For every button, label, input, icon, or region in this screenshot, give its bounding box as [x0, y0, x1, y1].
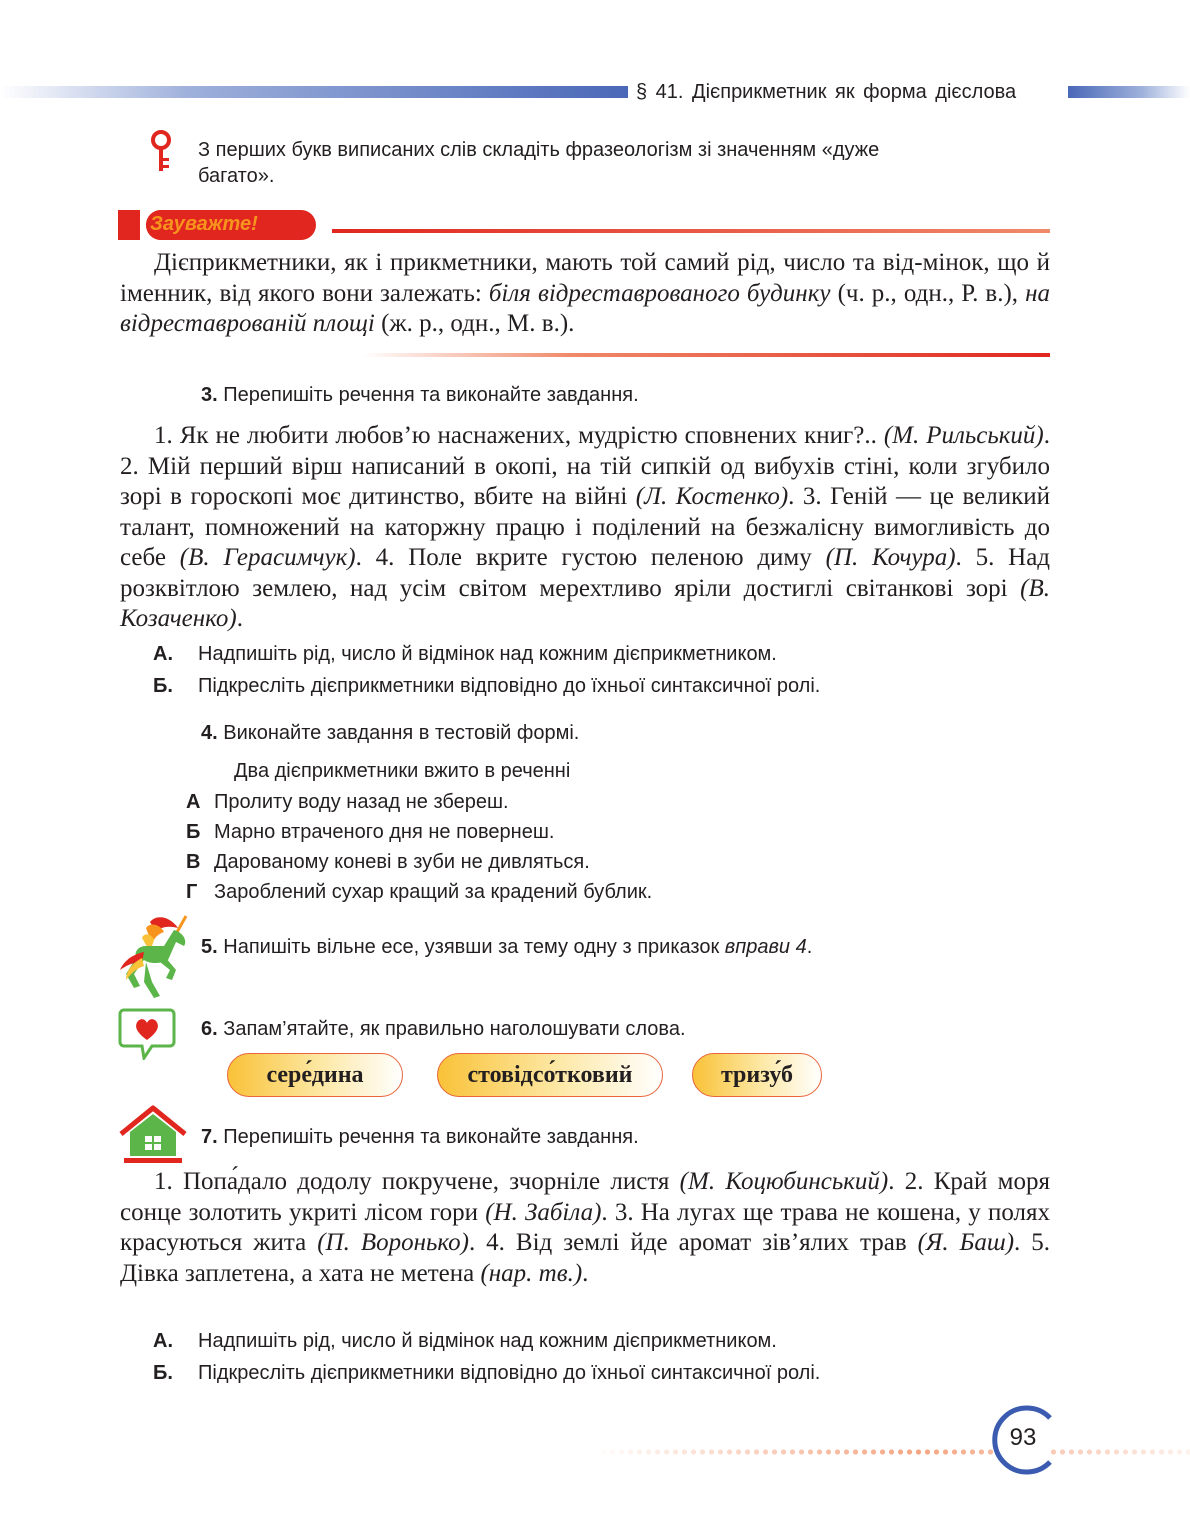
- ex7-sentence-4: . 4. Від землі йде аромат зів’ялих трав: [468, 1229, 918, 1256]
- ex7-sentence-3: . 3. На лугах ще трава не кошена, у полях красуються жита: [120, 1198, 1050, 1256]
- ex4-option-g-letter: Г: [186, 881, 198, 903]
- footer-dots: [590, 1440, 1190, 1464]
- key-note: [198, 137, 1058, 189]
- ex4-instruction-line: [201, 720, 579, 746]
- ex3-sentence-1: 1. Як не любити любов’ю наснажених, мудрістю сповнених книг?..: [154, 422, 884, 449]
- ex7-sentence-5: . 5. Дівка заплетена, а хата не метена: [120, 1229, 1051, 1287]
- ex4-option-b: [186, 817, 886, 847]
- ex3-text: [120, 421, 1050, 635]
- ex7-task-a-text: Надпишіть рід, число й відмінок над кожним дієприкметником.: [198, 1330, 777, 1352]
- stress-word-1: сере́дина: [227, 1053, 403, 1097]
- ex3-sentence-2: . 2. Мій перший вірш написаний в окопі, на тій сипкій од вибухів стіні, коли згубило зорі в гороскопі моє дитинство, вбите на війні: [120, 422, 1050, 510]
- ex7-task-b-text: Підкресліть дієприкметники відповідно до їхньої синтаксичної ролі.: [198, 1362, 821, 1384]
- ex7-instruction: Перепишіть речення та виконайте завдання.: [223, 1126, 639, 1148]
- ex3-author-1: (М. Рильський): [883, 422, 1044, 449]
- ex4-option-v-letter: В: [186, 851, 201, 873]
- ex3-task-a-text: Надпишіть рід, число й відмінок над кожним дієприкметником.: [198, 643, 777, 665]
- ex7-text: [120, 1167, 1050, 1289]
- ex3-sentence-4: . 4. Поле вкрите густою пеленою диму: [355, 544, 826, 571]
- unicorn-icon: [116, 912, 198, 1000]
- ex5-instruction: Напишіть вільне есе, узявши за тему одну з приказок: [223, 936, 725, 958]
- ex4-options: [186, 787, 886, 907]
- notice-label: Зауважте!: [150, 213, 258, 235]
- notice-bottom-rule: [362, 353, 1050, 357]
- ex7-sentence-2: . 2. Край моря сонце золотить укриті лісом гори: [120, 1168, 1050, 1226]
- ex4-option-v: [186, 847, 886, 877]
- ex7-author-1: (М. Коцюбинський): [679, 1168, 889, 1195]
- key-note-line1: З перших букв виписаних слів складіть фразеологізм зі значенням «дуже: [198, 139, 880, 161]
- ex3-author-3: (В. Герасимчук): [179, 544, 356, 571]
- ex3-instruction-line: [201, 382, 639, 408]
- ex7-author-3: (П. Воронько): [317, 1229, 469, 1256]
- header-bar-right: [1068, 86, 1190, 98]
- ex7-number: 7.: [201, 1126, 218, 1148]
- ex4-option-a-letter: А: [186, 791, 201, 813]
- ex3-task-b: [153, 670, 1053, 702]
- ex3-end: .: [236, 605, 243, 632]
- notice-top-rule: [332, 229, 1050, 233]
- ex4-option-b-letter: Б: [186, 821, 201, 843]
- stress-word-3: тризу́б: [692, 1053, 822, 1097]
- key-note-line2: багато».: [198, 165, 275, 187]
- ex3-task-b-letter: Б.: [153, 675, 173, 697]
- ex4-option-g-text: Зароблений сухар кращий за крадений бублик.: [214, 881, 653, 903]
- ex4-number: 4.: [201, 722, 218, 744]
- ex4-question: Два дієприкметники вжито в реченні: [234, 760, 571, 782]
- ex3-sentence-5: . 5. Над розквітлою землею, над усім світом мерехтливо яріли достиглі світанкові зорі: [120, 544, 1051, 602]
- ex7-task-a: [153, 1325, 1053, 1357]
- ex5-number: 5.: [201, 936, 218, 958]
- ex4-option-a: [186, 787, 886, 817]
- ex7-task-b: [153, 1357, 1053, 1389]
- ex7-instruction-line: [201, 1124, 639, 1150]
- notice-text: [120, 248, 1050, 340]
- key-icon: [148, 130, 174, 174]
- ex7-author-2: (Н. Забіла): [485, 1198, 602, 1226]
- ex4-option-a-text: Пролиту воду назад не збереш.: [214, 791, 509, 813]
- ex4-option-b-text: Марно втраченого дня не повернеш.: [214, 821, 555, 843]
- notice-example-1-note: (ч. р., одн., Р. в.),: [830, 279, 1026, 307]
- ex7-author-5: (нар. тв.): [480, 1259, 583, 1287]
- ex3-author-5: (В. Козаченко): [120, 574, 1050, 632]
- ex3-number: 3.: [201, 384, 218, 406]
- notice-example-2-note: (ж. р., одн., М. в.).: [374, 310, 575, 337]
- ex3-tasks: [153, 638, 1053, 702]
- page-number: 93: [1009, 1424, 1037, 1451]
- ex4-option-g: [186, 877, 886, 907]
- header-bar-left: [0, 86, 628, 98]
- ex3-author-2: (Л. Костенко): [635, 483, 789, 510]
- notice-example-1: біля відреставрованого будинку: [488, 279, 831, 307]
- ex3-author-4: (П. Кочура): [825, 544, 956, 571]
- ex6-instruction: Запам’ятайте, як правильно наголошувати слова.: [223, 1018, 686, 1040]
- ex4-instruction: Виконайте завдання в тестовій формі.: [223, 722, 580, 744]
- ex7-task-b-letter: Б.: [153, 1362, 173, 1384]
- ex6-number: 6.: [201, 1018, 218, 1040]
- ex5-instruction-ref: вправи 4: [724, 936, 807, 958]
- ex7-tasks: [153, 1325, 1053, 1389]
- ex5-instruction-line: [201, 934, 812, 960]
- notice-example-2: на відреставрованій площі: [120, 279, 1050, 337]
- house-icon: [118, 1104, 188, 1166]
- ex7-task-a-letter: А.: [153, 1330, 173, 1352]
- ex4-option-v-text: Дарованому коневі в зуби не дивляться.: [214, 851, 590, 873]
- notice-intro: Дієприкметники, як і прикметники, мають той самий рід, число та від-мінок, що й іменник, від якого вони залежать:: [120, 249, 1050, 307]
- ex3-task-b-text: Підкресліть дієприкметники відповідно до їхньої синтаксичної ролі.: [198, 675, 821, 697]
- ex3-sentence-3: . 3. Геній — це великий талант, помножений на каторжну працю і поділений на безжалісну вимогливість до себе: [120, 483, 1051, 571]
- header-title: § 41. Дієприкметник як форма дієслова: [636, 81, 1017, 103]
- ex6-instruction-line: [201, 1016, 686, 1042]
- heart-chat-icon: [118, 1008, 176, 1060]
- stress-word-2: стовідсо́тковий: [437, 1053, 663, 1097]
- ex5-instruction-end: .: [806, 936, 813, 958]
- ex7-author-4: (Я. Баш): [917, 1229, 1015, 1256]
- ex3-task-a: [153, 638, 1053, 670]
- ex3-task-a-letter: А.: [153, 643, 173, 665]
- ex3-instruction: Перепишіть речення та виконайте завдання.: [223, 384, 639, 406]
- ex7-end: .: [582, 1259, 589, 1287]
- ex7-sentence-1: 1. Попа́дало додолу покручене, зчорніле листя: [154, 1168, 680, 1195]
